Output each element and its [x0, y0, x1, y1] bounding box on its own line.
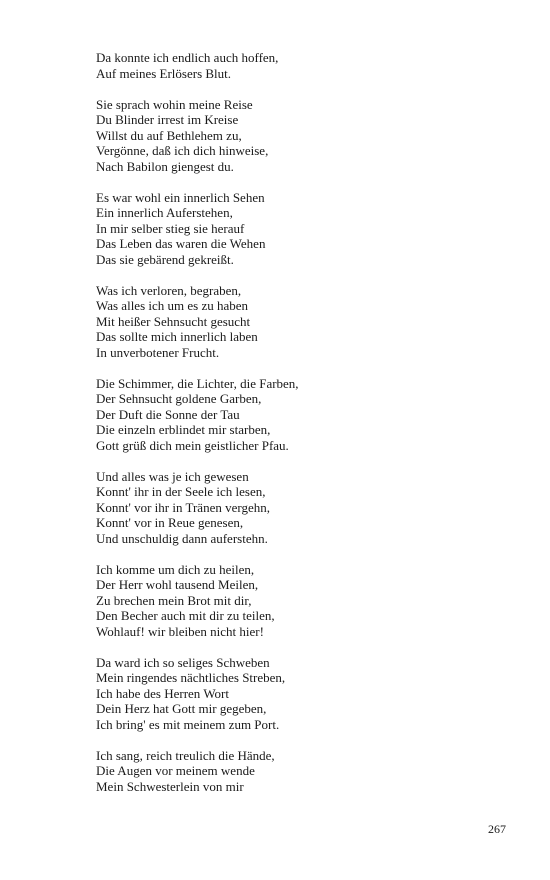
stanza: [96, 190, 496, 268]
verse-line: Mein ringendes nächtliches Streben,: [96, 670, 286, 685]
stanza: [96, 376, 496, 454]
verse-line: Und unschuldig dann auferstehn.: [96, 530, 268, 546]
verse-line: Ich komme um dich zu heilen,: [96, 561, 255, 577]
verse-line: Dein Herz hat Gott mir gegeben,: [96, 701, 267, 716]
verse-line: Ein innerlich Auferstehen,: [96, 205, 233, 220]
verse-line: Da konnte ich endlich auch hoffen,: [96, 50, 279, 65]
verse-line: Der Herr wohl tausend Meilen,: [96, 577, 259, 592]
verse-line: Den Becher auch mit dir zu teilen,: [96, 608, 275, 623]
verse-line: Das sollte mich innerlich laben: [96, 329, 258, 344]
verse-line: Die Augen vor meinem wende: [96, 763, 255, 778]
stanza: [96, 655, 496, 733]
stanza: [96, 469, 496, 547]
verse-line: In mir selber stieg sie herauf: [96, 220, 245, 236]
verse-line: Auf meines Erlösers Blut.: [96, 65, 232, 81]
verse-line: Konnt' vor in Reue genesen,: [96, 515, 244, 530]
verse-line: Mit heißer Sehnsucht gesucht: [96, 313, 251, 329]
verse-line: Der Sehnsucht goldene Garben,: [96, 391, 262, 406]
verse-line: Zu brechen mein Brot mit dir,: [96, 592, 252, 608]
verse-line: Willst du auf Bethlehem zu,: [96, 127, 242, 143]
verse-line: Was ich verloren, begraben,: [96, 282, 242, 298]
verse-line: Das Leben das waren die Wehen: [96, 236, 266, 251]
poem-text: [96, 50, 496, 810]
verse-line: Wohlauf! wir bleiben nicht hier!: [96, 623, 264, 639]
verse-line: Konnt' ihr in der Seele ich lesen,: [96, 484, 266, 499]
verse-line: Nach Babilon giengest du.: [96, 158, 234, 174]
stanza: [96, 748, 496, 795]
verse-line: Konnt' vor ihr in Tränen vergehn,: [96, 499, 270, 515]
page-number: 267: [488, 822, 506, 836]
verse-line: Das sie gebärend gekreißt.: [96, 251, 234, 267]
verse-line: Der Duft die Sonne der Tau: [96, 406, 240, 422]
verse-line: In unverbotener Frucht.: [96, 344, 220, 360]
verse-line: Ich bring' es mit meinem zum Port.: [96, 716, 280, 732]
stanza: [96, 50, 496, 81]
verse-line: Gott grüß dich mein geistlicher Pfau.: [96, 437, 289, 453]
verse-line: Was alles ich um es zu haben: [96, 298, 249, 313]
stanza: [96, 97, 496, 175]
verse-line: Mein Schwesterlein von mir: [96, 778, 244, 794]
verse-line: Du Blinder irrest im Kreise: [96, 112, 239, 127]
stanza: [96, 283, 496, 361]
verse-line: Die Schimmer, die Lichter, die Farben,: [96, 375, 299, 391]
verse-line: Sie sprach wohin meine Reise: [96, 96, 253, 112]
verse-line: Vergönne, daß ich dich hinweise,: [96, 143, 269, 158]
verse-line: Und alles was je ich gewesen: [96, 468, 249, 484]
verse-line: Ich sang, reich treulich die Hände,: [96, 747, 275, 763]
stanza: [96, 562, 496, 640]
verse-line: Ich habe des Herren Wort: [96, 685, 229, 701]
verse-line: Da ward ich so seliges Schweben: [96, 654, 270, 670]
verse-line: Die einzeln erblindet mir starben,: [96, 422, 271, 437]
verse-line: Es war wohl ein innerlich Sehen: [96, 189, 265, 205]
